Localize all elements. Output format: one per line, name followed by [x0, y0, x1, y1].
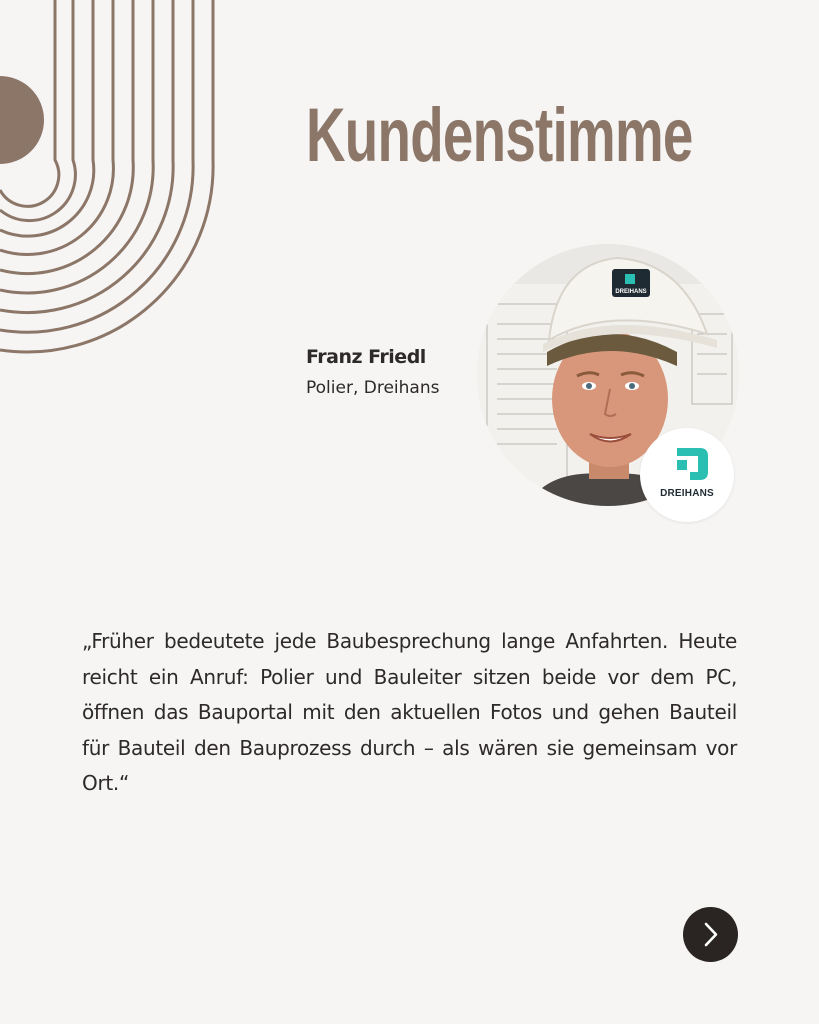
company-badge: [640, 428, 734, 522]
decorative-arcs: [0, 0, 230, 360]
person-role: Polier, Dreihans: [306, 378, 440, 398]
person-name: Franz Friedl: [306, 346, 426, 368]
helmet-sticker-text: DREIHANS: [615, 289, 647, 295]
dreihans-logo-icon: [640, 428, 734, 522]
company-badge-label: DREIHANS: [660, 488, 714, 499]
chevron-right-icon: [683, 907, 738, 962]
next-button[interactable]: [683, 907, 738, 962]
testimonial-quote: „Früher bedeutete jede Baubesprechung lange Anfahrten. Heute reicht ein Anruf: Polier und Bauleiter sitzen beide vor dem PC, öffnen das Bauportal mit den aktuellen Fotos und gehen Bauteil für Bauteil den Bauprozess durch – als wären sie gemeinsam vor Ort.“: [82, 629, 737, 795]
page-title: Kundenstimme: [306, 93, 693, 178]
